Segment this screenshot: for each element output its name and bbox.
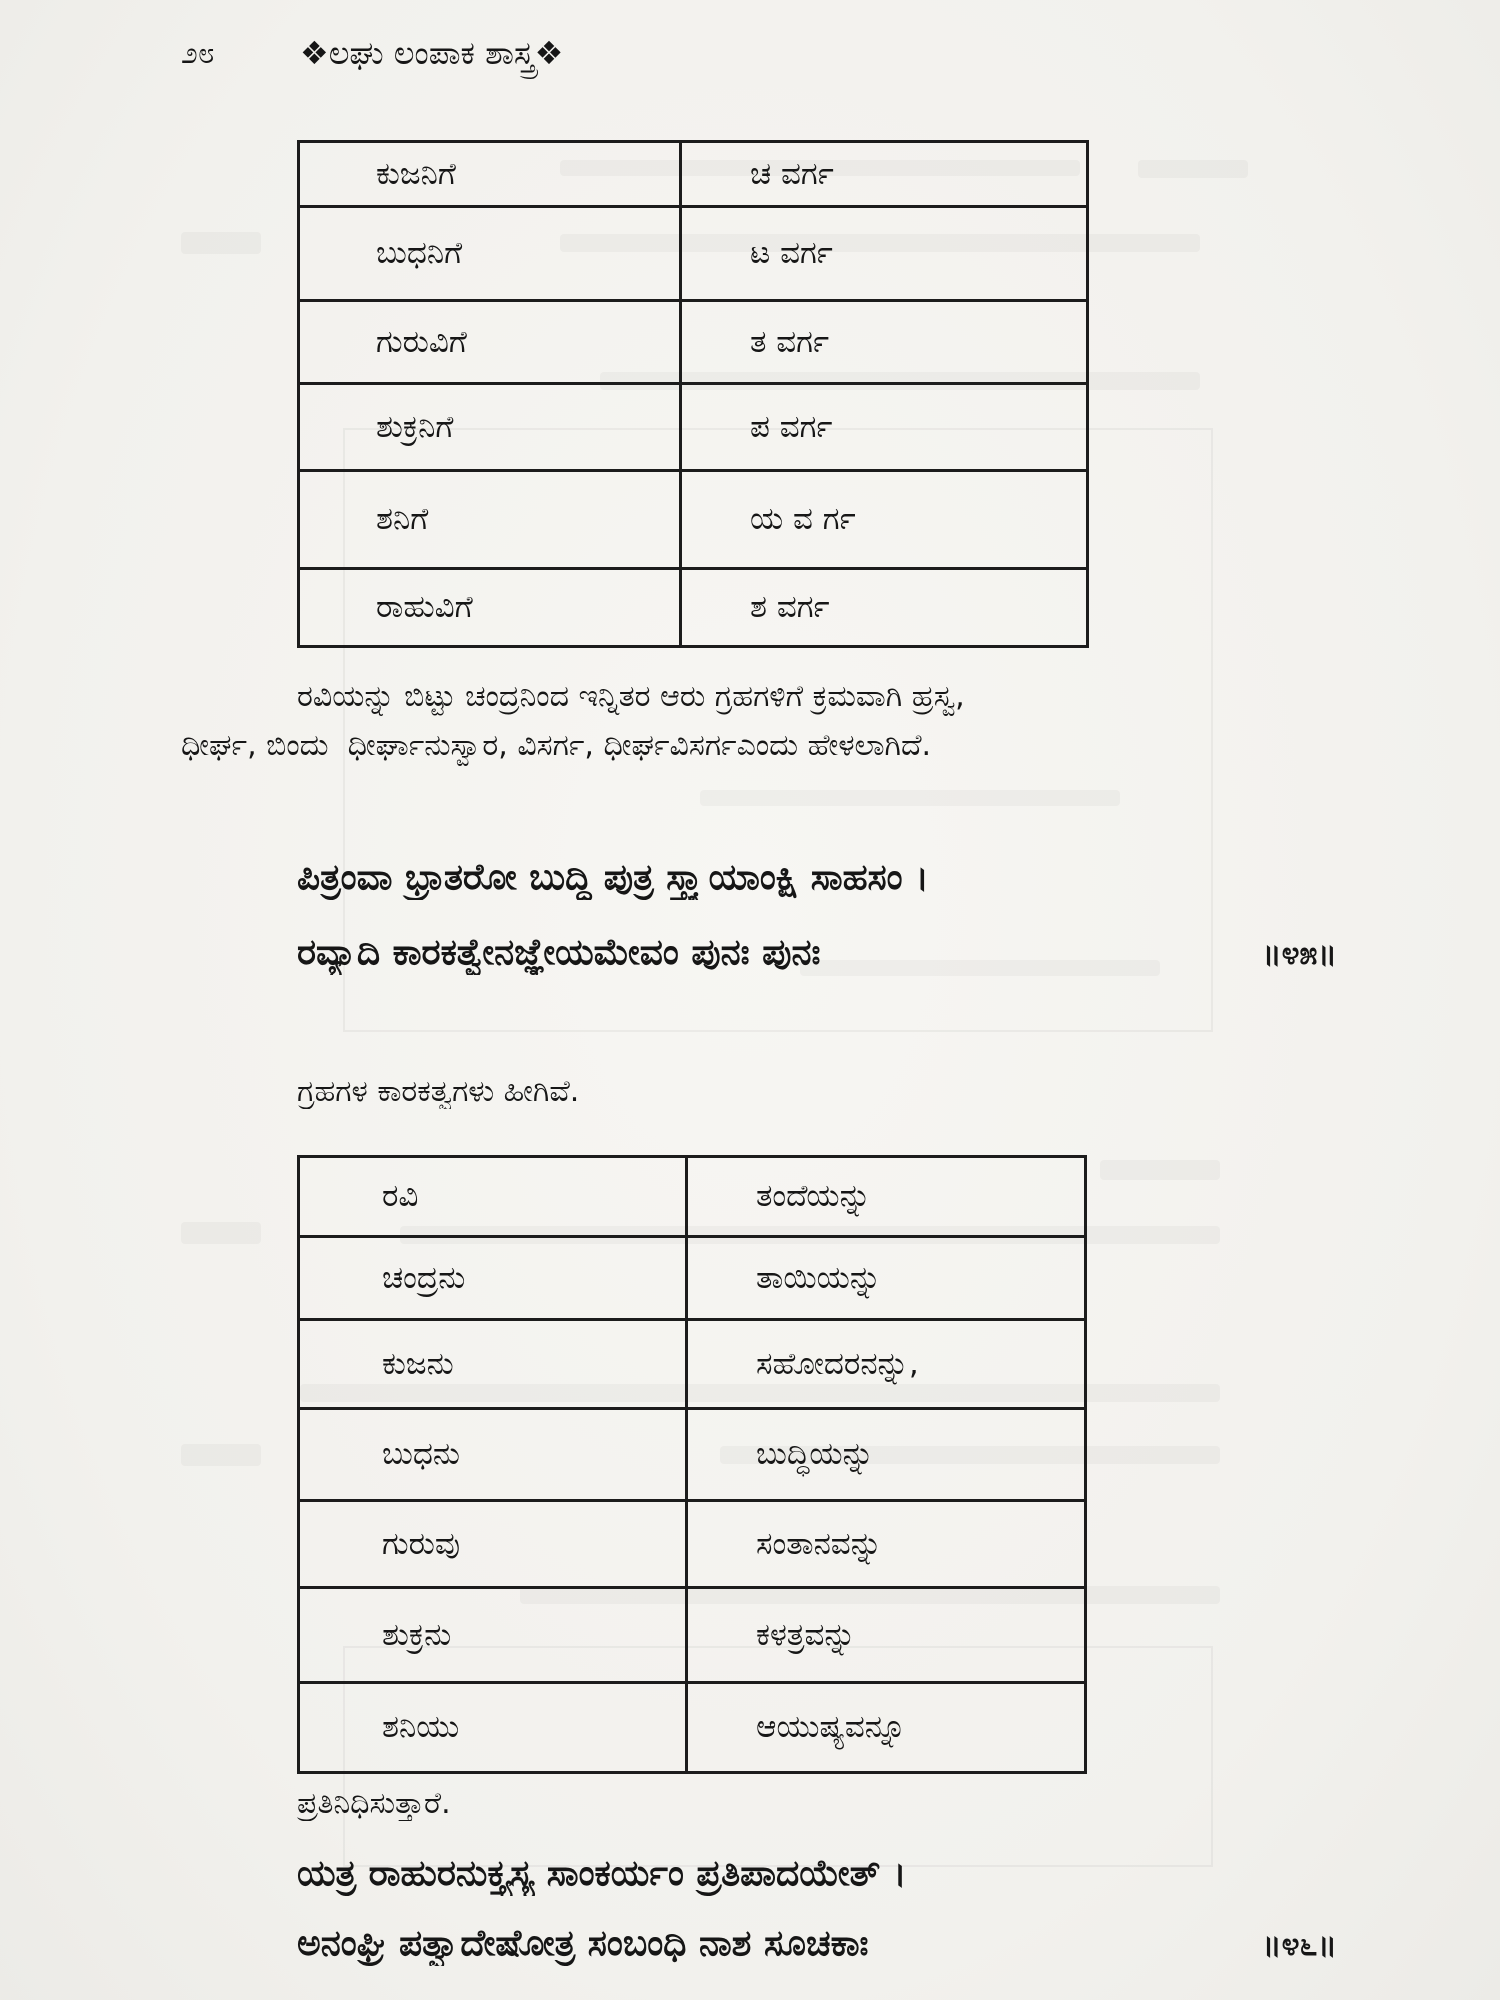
show-through-mark	[181, 1222, 261, 1244]
planet-cell: ಶುಕ್ರನು	[299, 1588, 687, 1683]
verse-line	[297, 1922, 1337, 1966]
planet-cell: ರಾಹುವಿಗೆ	[299, 569, 681, 647]
table-row	[299, 569, 1088, 647]
paragraph-line: ಧೀರ್ಘ, ಬಿಂದು ಧೀರ್ಘಾನುಸ್ವಾರ, ವಿಸರ್ಗ, ಧೀರ್ಘವಿಸರ್ಗಎಂದು ಹೇಳಲಾಗಿದೆ.	[181, 728, 932, 763]
explanation-paragraph	[181, 672, 1341, 770]
show-through-mark	[700, 790, 1120, 806]
show-through-mark	[181, 1444, 261, 1466]
planet-cell: ಕುಜನು	[299, 1320, 687, 1409]
planet-cell: ಶನಿಗೆ	[299, 471, 681, 569]
table-row	[299, 1501, 1086, 1588]
verse-line	[297, 856, 1337, 900]
planet-cell: ಚಂದ್ರನು	[299, 1237, 687, 1320]
verse-text: ಯತ್ರ ರಾಹುರನುಕ್ತ್ಯಸ್ಯ ಸಾಂಕರ್ಯಂ ಪ್ರತಿಪಾದಯೇತ್ ।	[297, 1853, 907, 1894]
show-through-mark	[181, 232, 261, 254]
planet-cell: ಗುರುವು	[299, 1501, 687, 1588]
show-through-mark	[1100, 1160, 1220, 1180]
table-row	[299, 384, 1088, 471]
planet-cell: ಬುಧನಿಗೆ	[299, 207, 681, 301]
table-row	[299, 1588, 1086, 1683]
verse-number: ॥೪೬॥	[1262, 1925, 1337, 1963]
verse-45	[297, 856, 1337, 975]
varga-cell: ಟ ವರ್ಗ	[681, 207, 1088, 301]
varga-cell: ತ ವರ್ಗ	[681, 301, 1088, 384]
verse-46	[297, 1852, 1337, 1966]
signification-cell: ಬುದ್ಧಿಯನ್ನು	[687, 1409, 1086, 1501]
verse-text: ಅನಂಘ್ರಿ ಪತ್ವಾದೇಷೋತ್ರ ಸಂಬಂಧಿ ನಾಶ ಸೂಚಕಾಃ	[297, 1923, 869, 1964]
planet-cell: ಬುಧನು	[299, 1409, 687, 1501]
table-row	[299, 301, 1088, 384]
table-row	[299, 1320, 1086, 1409]
planet-cell: ರವಿ	[299, 1157, 687, 1237]
signification-cell: ತಂದೆಯನ್ನು	[687, 1157, 1086, 1237]
karakatva-closing: ಪ್ರತಿನಿಧಿಸುತ್ತಾರೆ.	[297, 1786, 451, 1821]
planet-cell: ಕುಜನಿಗೆ	[299, 142, 681, 207]
running-title: ❖ಲಘು ಲಂಪಾಕ ಶಾಸ್ತ್ರ❖	[300, 34, 564, 72]
verse-number: ॥೪೫॥	[1262, 934, 1337, 972]
show-through-mark	[1138, 160, 1248, 178]
page-number: ೨೮	[181, 36, 215, 71]
signification-cell: ಸಂತಾನವನ್ನು	[687, 1501, 1086, 1588]
planet-cell: ಶನಿಯು	[299, 1683, 687, 1773]
table-row	[299, 1683, 1086, 1773]
table-row	[299, 1237, 1086, 1320]
signification-cell: ಕಳತ್ರವನ್ನು	[687, 1588, 1086, 1683]
table-row	[299, 142, 1088, 207]
planet-cell: ಗುರುವಿಗೆ	[299, 301, 681, 384]
varga-cell: ಶ ವರ್ಗ	[681, 569, 1088, 647]
table-row	[299, 1157, 1086, 1237]
verse-line	[297, 1852, 1337, 1896]
verse-line	[297, 931, 1337, 975]
verse-text: ರವ್ಯಾದಿ ಕಾರಕತ್ವೇನಜ್ಞೇಯಮೇವಂ ಪುನಃ ಪುನಃ	[297, 932, 821, 973]
planet-cell: ಶುಕ್ರನಿಗೆ	[299, 384, 681, 471]
varga-cell: ಯ ವ ರ್ಗ	[681, 471, 1088, 569]
karakatva-table	[297, 1155, 1087, 1774]
signification-cell: ತಾಯಿಯನ್ನು	[687, 1237, 1086, 1320]
verse-text: ಪಿತ್ರಂವಾ ಭ್ರಾತರೋ ಬುದ್ಧಿ ಪುತ್ರ ಸ್ತ್ರ್ಯಾಯಾಂಕ್ಷಿ ಸಾಹಸಂ ।	[297, 857, 929, 898]
table-row	[299, 471, 1088, 569]
table-row	[299, 1409, 1086, 1501]
varga-cell: ಚ ವರ್ಗ	[681, 142, 1088, 207]
signification-cell: ಸಹೋದರನನ್ನು,	[687, 1320, 1086, 1409]
table-row	[299, 207, 1088, 301]
signification-cell: ಆಯುಷ್ಯವನ್ನೂ	[687, 1683, 1086, 1773]
varga-cell: ಪ ವರ್ಗ	[681, 384, 1088, 471]
paragraph-line: ರವಿಯನ್ನು ಬಿಟ್ಟು ಚಂದ್ರನಿಂದ ಇನ್ನಿತರ ಆರು ಗ್ರಹಗಳಿಗೆ ಕ್ರಮವಾಗಿ ಹ್ರಸ್ವ,	[297, 679, 965, 714]
varga-table	[297, 140, 1089, 648]
karakatva-heading: ಗ್ರಹಗಳ ಕಾರಕತ್ವಗಳು ಹೀಗಿವೆ.	[297, 1074, 580, 1109]
